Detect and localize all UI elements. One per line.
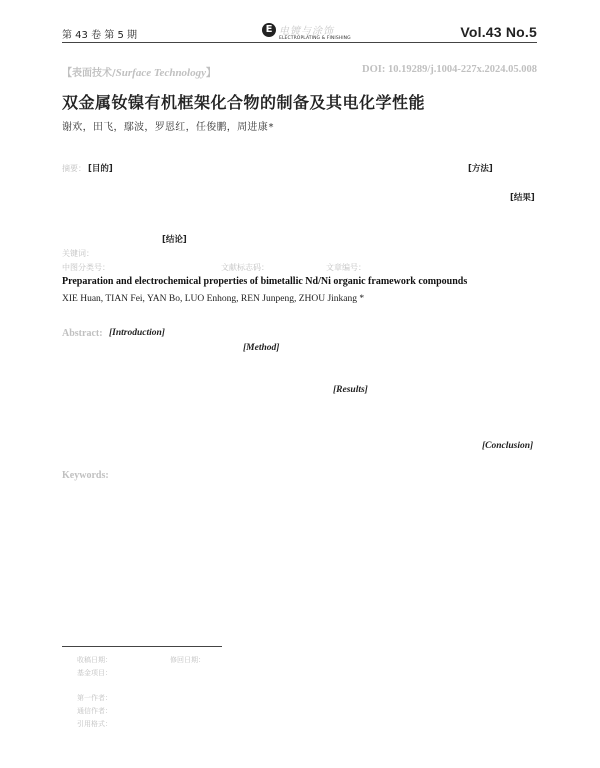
- abstract-en-label: Abstract:: [62, 328, 103, 339]
- keywords-cn-label: 关键词：: [62, 249, 94, 258]
- fund-label: 基金项目：: [77, 669, 112, 677]
- abstract-cn-objective: [目的]: [88, 164, 113, 174]
- issue-number-cn: 第 43 卷 第 5 期: [62, 30, 137, 41]
- journal-logo-en: ELECTROPLATING & FINISHING: [279, 36, 351, 41]
- article-category: [62, 64, 216, 79]
- footnote-divider: [62, 646, 222, 647]
- header-divider: [62, 42, 537, 43]
- received-date-label: 收稿日期：: [77, 656, 112, 664]
- abstract-en-conclusion: [Conclusion]: [482, 441, 534, 451]
- english-authors: XIE Huan, TIAN Fei, YAN Bo, LUO Enhong, REN Junpeng, ZHOU Jinkang *: [62, 294, 365, 304]
- category-end: 】: [206, 68, 216, 79]
- corresponding-author-label: 通信作者：: [77, 707, 112, 715]
- revised-date-label: 修回日期：: [170, 656, 205, 664]
- journal-logo: [262, 22, 351, 44]
- citation-label: 引用格式：: [77, 720, 112, 728]
- journal-logo-icon: E: [262, 23, 276, 37]
- keywords-en-label: Keywords:: [62, 470, 109, 481]
- abstract-cn-label: 摘要：: [62, 164, 86, 173]
- doi: DOI: 10.19289/j.1004-227x.2024.05.008: [362, 64, 537, 75]
- journal-logo-cn: 电镀与涂饰: [279, 26, 334, 37]
- abstract-cn-conclusion: [结论]: [162, 235, 187, 245]
- clc-number-label: 中图分类号：: [62, 263, 110, 272]
- document-code-label: 文献标志码：: [221, 263, 269, 272]
- abstract-cn-results: [结果]: [510, 193, 535, 203]
- article-number-label: 文章编号：: [326, 263, 366, 272]
- abstract-en-results: [Results]: [333, 385, 368, 395]
- abstract-cn-method: [方法]: [468, 164, 493, 174]
- abstract-en-method: [Method]: [243, 343, 280, 353]
- category-en: Surface Technology: [115, 67, 206, 79]
- page-title: 双金属钕镍有机框架化合物的制备及其电化学性能: [62, 93, 426, 112]
- abstract-en-introduction: [Introduction]: [109, 328, 165, 338]
- volume-number: Vol.43 No.5: [460, 24, 537, 40]
- english-title: Preparation and electrochemical properties of bimetallic Nd/Ni organic framework compounds: [62, 276, 468, 287]
- category-cn: 【表面技术/: [62, 68, 116, 79]
- authors-cn: 谢欢，田飞，鄢波，罗恩红，任俊鹏，周进康*: [62, 122, 275, 133]
- first-author-label: 第一作者：: [77, 694, 112, 702]
